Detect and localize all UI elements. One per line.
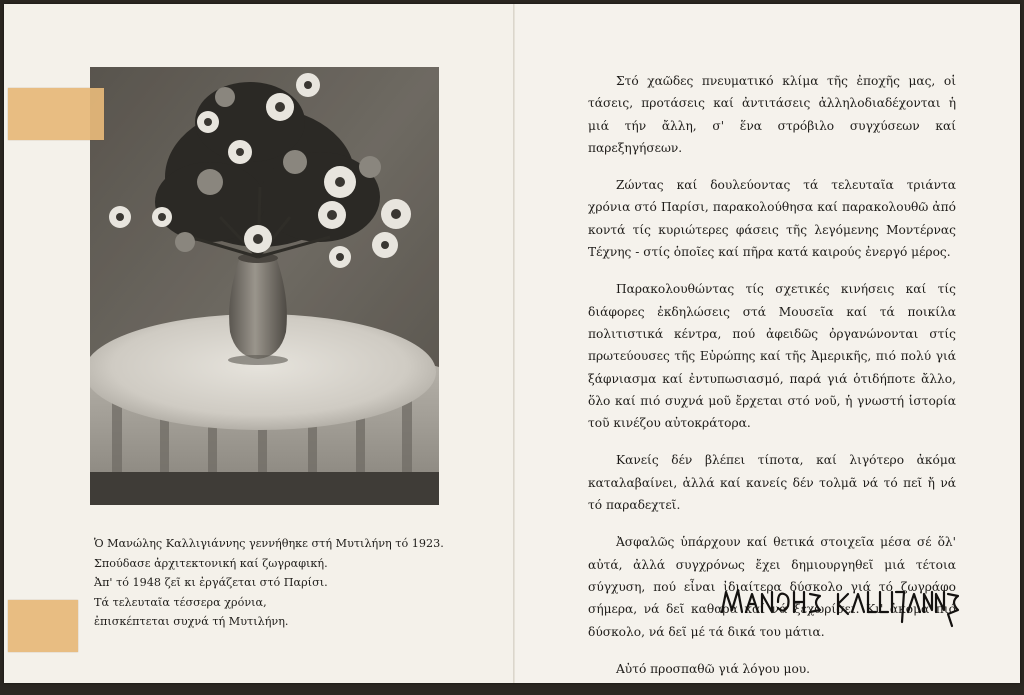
handwritten-signature — [720, 582, 962, 632]
paragraph: Ζώντας καί δουλεύοντας τά τελευταῖα τριάντα χρόνια στό Παρίσι, παρακολούθησα καί παρακολουθῶ ἀπό κοντά τίς κυριώτερες φάσεις τῆς λεγόμενης Μοντέρνας Τέχνης - στίς ὁποῖες καί πῆρα κατά καιρούς ἐνεργό μέρος. — [588, 178, 956, 260]
caption-line: Σπούδασε ἀρχιτεκτονική καί ζωγραφική. — [94, 556, 328, 570]
caption-line: Ὁ Μανώλης Καλλιγιάννης γεννήθηκε στή Μυτιλήνη τό 1923. — [94, 537, 444, 550]
caption-line: ἐπισκέπτεται συχνά τή Μυτιλήνη. — [94, 615, 289, 628]
paragraph: Παρακολουθώντας τίς σχετικές κινήσεις καί τίς διάφορες ἐκδηλώσεις στά Μουσεῖα καί τά ποικίλα πολιτιστικά κέντρα, πού ἀφειδῶς ὀργανώνονται στίς πρωτεύουσες τῆς Εὐρώπης καί τῆς Ἀμερικῆς, πιό πολύ γιά ξάφνιασμα καί ἐντυπωσιασμό, παρά γιά ὁτιδήποτε ἄλλο, ὅλο καί πιό συχνά μοῦ ἔρχεται στό νοῦ, ἡ γνωστή ἱστορία τοῦ κινέζου αὐτοκράτορα. — [588, 282, 956, 431]
caption-line: Ἀπ' τό 1948 ζεῖ κι ἐργάζεται στό Παρίσι. — [94, 576, 328, 589]
paragraph: Αὐτό προσπαθῶ γιά λόγου μου. — [616, 661, 811, 676]
caption-line: Τά τελευταῖα τέσσερα χρόνια, — [94, 595, 267, 609]
paragraph: Κανείς δέν βλέπει τίποτα, καί λιγότερο ἀκόμα καταλαβαίνει, ἀλλά καί κανείς δέν τολμᾶ νά τό πεῖ ἤ νά τό παραδεχτεῖ. — [588, 453, 956, 513]
artist-caption — [94, 534, 494, 632]
paragraph: Ἀσφαλῶς ὑπάρχουν καί θετικά στοιχεῖα μέσα σέ ὅλ' αὐτά, ἀλλά συγχρόνως ἔχει δημιουργηθεῖ μιά τέτοια σύγχυση, πού εἶναι ἰδιαίτερα δύσκολο γιά τό ζωγράφο σήμερα, νά δεῖ καθαρά καί νά ξεχωρίσει. Κι' ἀκόμα πιό δύσκολο, νά δεῖ μέ τά δικά του μάτια. — [588, 535, 956, 639]
adhesive-tape — [8, 600, 78, 652]
adhesive-tape — [8, 88, 104, 140]
paragraph: Στό χαῶδες πνευματικό κλίμα τῆς ἐποχῆς μας, οἱ τάσεις, προτάσεις καί ἀντιτάσεις ἀλληλοδιαδέχονται ἡ μιά τήν ἄλλη, σ' ἕνα στρόβιλο συγχύσεων καί παρεξηγήσεων. — [588, 74, 956, 155]
painting-image — [90, 67, 439, 505]
brochure-spread — [4, 4, 1020, 683]
